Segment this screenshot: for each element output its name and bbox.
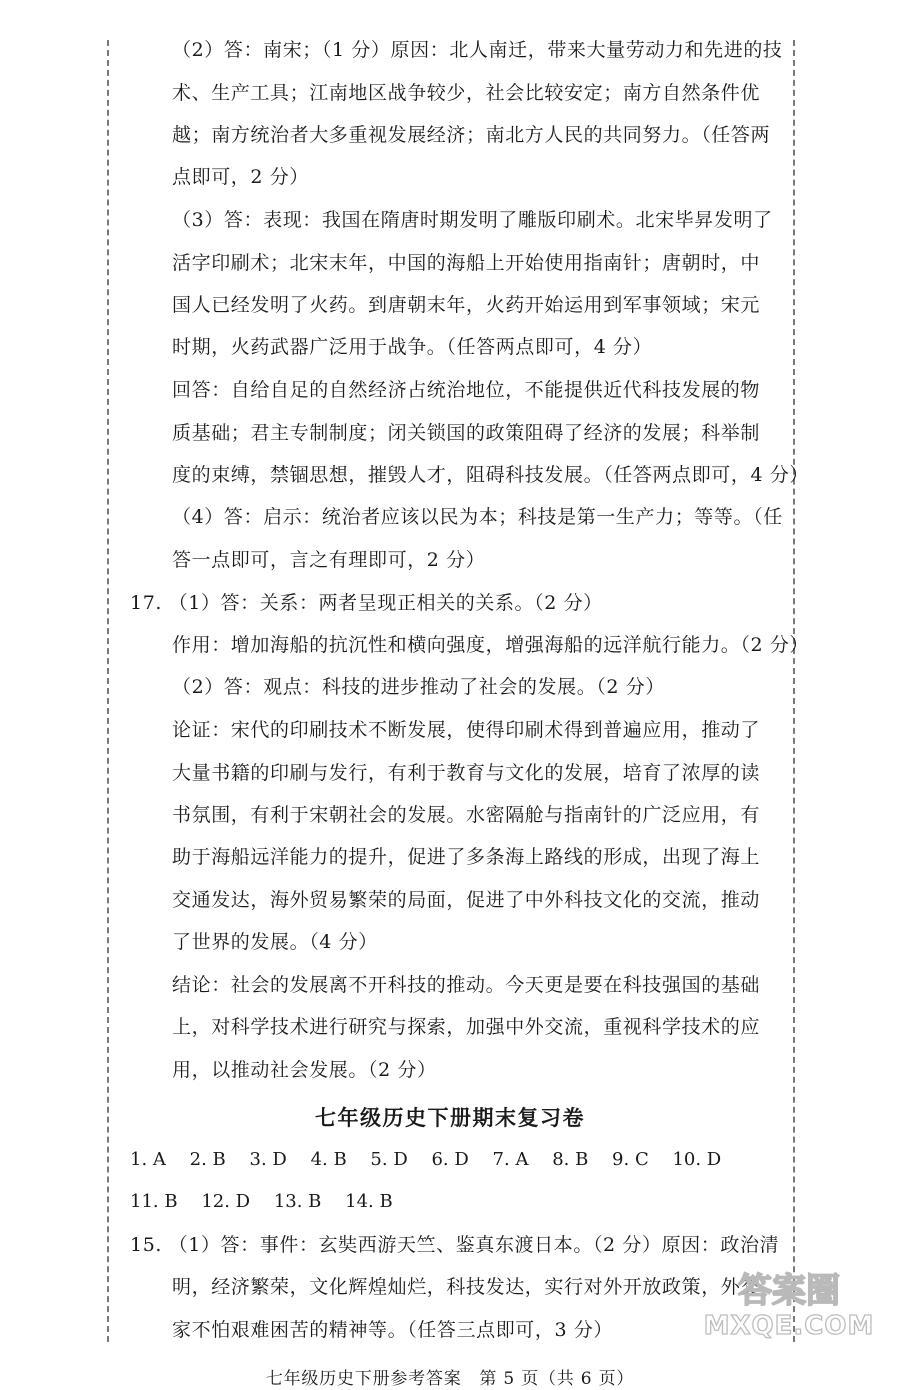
text-line: （3）答：表现：我国在隋唐时期发明了雕版印刷术。北宋毕昇发明了 <box>172 209 773 231</box>
text-line: 书氛围，有利于宋朝社会的发展。水密隔舱与指南针的广泛应用，有 <box>172 804 761 826</box>
text-line: 助于海船远洋能力的提升，促进了多条海上路线的形成，出现了海上 <box>172 846 761 868</box>
text-line: 术、生产工具；江南地区战争较少，社会比较安定；南方自然条件优 <box>172 82 761 104</box>
answer-item: 6. D <box>431 1149 469 1170</box>
text-line: 论证：宋代的印刷技术不断发展，使得印刷术得到普遍应用，推动了 <box>172 719 761 741</box>
text-line: 越；南方统治者大多重视发展经济；南北方人民的共同努力。（任答两 <box>172 124 771 146</box>
text-line: 用，以推动社会发展。（2 分） <box>172 1059 437 1081</box>
answers-row-2 <box>130 1189 411 1215</box>
text-line: 了世界的发展。（4 分） <box>172 931 378 953</box>
answer-item: 5. D <box>370 1149 408 1170</box>
text-line: 点即可，2 分） <box>172 166 309 188</box>
text-line: 活字印刷术；北宋末年，中国的海船上开始使用指南针；唐朝时，中 <box>172 252 761 274</box>
answer-item: 1. A <box>130 1149 166 1170</box>
question-15-line: 15. （1）答：事件：玄奘西游天竺、鉴真东渡日本。（2 分）原因：政治清 <box>130 1234 780 1256</box>
answer-item: 9. C <box>612 1149 649 1170</box>
text-line: 回答：自给自足的自然经济占统治地位，不能提供近代科技发展的物 <box>172 379 761 401</box>
section-title: 七年级历史下册期末复习卷 <box>315 1105 585 1130</box>
page-footer: 七年级历史下册参考答案 第 5 页（共 6 页） <box>265 1369 635 1389</box>
text-line: 时期，火药武器广泛用于战争。（任答两点即可，4 分） <box>172 336 653 358</box>
answer-item: 2. B <box>189 1149 226 1170</box>
text-line: 交通发达，海外贸易繁荣的局面，促进了中外科技文化的交流，推动 <box>172 889 761 911</box>
text-line: 作用：增加海船的抗沉性和横向强度，增强海船的远洋航行能力。（2 分） <box>172 634 810 656</box>
answer-item: 10. D <box>672 1149 722 1170</box>
text-line: 明，经济繁荣，文化辉煌灿烂，科技发达，实行对外开放政策，外交 <box>172 1276 761 1298</box>
text-line: 上，对科学技术进行研究与探索，加强中外交流，重视科学技术的应 <box>172 1016 761 1038</box>
text-line: 大量书籍的印刷与发行，有利于教育与文化的发展，培育了浓厚的读 <box>172 762 761 784</box>
question-17-line: 17. （1）答：关系：两者呈现正相关的关系。（2 分） <box>130 592 603 614</box>
answer-item: 4. B <box>310 1149 347 1170</box>
watermark-text-url: MXQE.COM <box>703 1311 875 1341</box>
answer-item: 3. D <box>249 1149 287 1170</box>
text-line: （4）答：启示：统治者应该以民为本；科技是第一生产力；等等。（任 <box>172 506 783 528</box>
answer-item: 11. B <box>130 1191 178 1212</box>
text-line: 质基础；君主专制制度；闭关锁国的政策阻碍了经济的发展；科举制 <box>172 422 761 444</box>
text-line: （2）答：南宋；（1 分）原因：北人南迁，带来大量劳动力和先进的技 <box>172 39 783 61</box>
answers-row-1 <box>130 1147 739 1173</box>
answer-item: 12. D <box>201 1191 251 1212</box>
answer-item: 8. B <box>552 1149 589 1170</box>
answer-item: 14. B <box>345 1191 393 1212</box>
text-line: 答一点即可，言之有理即可，2 分） <box>172 549 486 571</box>
text-line: 国人已经发明了火药。到唐朝末年，火药开始运用到军事领域；宋元 <box>172 294 761 316</box>
watermark-logo <box>697 1264 882 1342</box>
text-line: 家不怕艰难困苦的精神等。（任答三点即可，3 分） <box>172 1319 614 1341</box>
text-line: （2）答：观点：科技的进步推动了社会的发展。（2 分） <box>172 676 665 698</box>
text-line: 度的束缚，禁锢思想，摧毁人才，阻碍科技发展。（任答两点即可，4 分） <box>172 464 810 486</box>
watermark-text-main: 答案圈 <box>738 1271 840 1311</box>
answer-item: 7. A <box>492 1149 529 1170</box>
text-line: 结论：社会的发展离不开科技的推动。今天更是要在科技强国的基础 <box>172 974 761 996</box>
answer-item: 13. B <box>273 1191 322 1212</box>
